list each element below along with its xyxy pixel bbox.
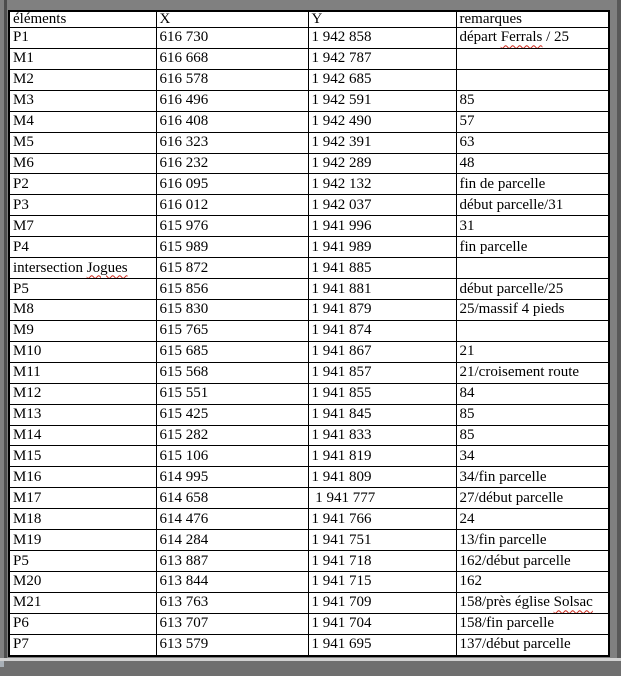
cell-y[interactable]: 1 941 989: [308, 237, 456, 258]
misspelled-word: Solsac: [553, 594, 593, 611]
cell-element[interactable]: M1: [9, 48, 156, 69]
column-header-elements[interactable]: éléments: [9, 11, 156, 28]
cell-x[interactable]: 615 685: [156, 341, 308, 362]
cell-element[interactable]: M17: [9, 488, 156, 509]
cell-element[interactable]: M3: [9, 90, 156, 111]
cell-y[interactable]: 1 941 855: [308, 383, 456, 404]
cell-x[interactable]: 615 989: [156, 237, 308, 258]
cell-y[interactable]: 1 941 704: [308, 613, 456, 634]
cell-x[interactable]: 616 012: [156, 195, 308, 216]
table-row: [9, 237, 609, 258]
cell-remark[interactable]: 162: [456, 571, 609, 592]
cell-x[interactable]: 615 425: [156, 404, 308, 425]
cell-element[interactable]: M16: [9, 467, 156, 488]
cell-x[interactable]: 614 284: [156, 530, 308, 551]
table-row: [9, 279, 609, 300]
cell-x[interactable]: 616 496: [156, 90, 308, 111]
cell-remark[interactable]: 34/fin parcelle: [456, 467, 609, 488]
cell-remark[interactable]: 21: [456, 341, 609, 362]
cell-x[interactable]: 613 887: [156, 551, 308, 572]
cell-remark[interactable]: 158/fin parcelle: [456, 613, 609, 634]
table-header-row: [9, 11, 609, 28]
cell-element[interactable]: M18: [9, 509, 156, 530]
cell-y[interactable]: 1 942 037: [308, 195, 456, 216]
cell-remark[interactable]: [456, 48, 609, 69]
cell-remark[interactable]: 48: [456, 153, 609, 174]
cell-x[interactable]: 613 707: [156, 613, 308, 634]
cell-x[interactable]: 613 579: [156, 634, 308, 656]
cell-x[interactable]: 614 476: [156, 509, 308, 530]
cell-x[interactable]: 616 578: [156, 69, 308, 90]
cell-remark[interactable]: 84: [456, 383, 609, 404]
table-row: [9, 69, 609, 90]
table-row: [9, 488, 609, 509]
cell-remark[interactable]: 34: [456, 446, 609, 467]
cell-x[interactable]: 615 765: [156, 320, 308, 341]
cell-x[interactable]: 615 282: [156, 425, 308, 446]
cell-remark[interactable]: début parcelle/25: [456, 279, 609, 300]
cell-x[interactable]: 616 730: [156, 28, 308, 49]
below-page-band: [0, 661, 621, 676]
table-row: [9, 404, 609, 425]
table-row: [9, 571, 609, 592]
cell-y[interactable]: 1 942 858: [308, 28, 456, 49]
cell-x[interactable]: 613 763: [156, 592, 308, 613]
corner-fragment: [0, 661, 4, 667]
cell-element[interactable]: P1: [9, 28, 156, 49]
cell-remark[interactable]: 21/croisement route: [456, 362, 609, 383]
table-row: [9, 425, 609, 446]
cell-x[interactable]: 615 856: [156, 279, 308, 300]
column-header-x[interactable]: X: [156, 11, 308, 28]
cell-y[interactable]: 1 942 289: [308, 153, 456, 174]
cell-element[interactable]: intersection Jogues: [9, 258, 156, 279]
cell-element[interactable]: M5: [9, 132, 156, 153]
cell-y[interactable]: 1 941 885: [308, 258, 456, 279]
cell-element[interactable]: P5: [9, 279, 156, 300]
column-header-y[interactable]: Y: [308, 11, 456, 28]
cell-remark[interactable]: 25/massif 4 pieds: [456, 299, 609, 320]
cell-y[interactable]: 1 941 819: [308, 446, 456, 467]
table-row: [9, 132, 609, 153]
cell-remark[interactable]: 31: [456, 216, 609, 237]
cell-remark[interactable]: 85: [456, 404, 609, 425]
table-row: [9, 634, 609, 656]
misspelled-word: Ferrals: [500, 29, 543, 46]
cell-x[interactable]: 616 095: [156, 174, 308, 195]
cell-element[interactable]: M7: [9, 216, 156, 237]
cell-y[interactable]: 1 941 809: [308, 467, 456, 488]
cell-y[interactable]: 1 941 857: [308, 362, 456, 383]
cell-x[interactable]: 615 568: [156, 362, 308, 383]
cell-remark[interactable]: 13/fin parcelle: [456, 530, 609, 551]
table-row: [9, 320, 609, 341]
table-body: [9, 28, 609, 657]
cell-x[interactable]: 616 668: [156, 48, 308, 69]
misspelled-word: Jogues: [86, 259, 128, 276]
cell-y[interactable]: 1 942 132: [308, 174, 456, 195]
table-row: [9, 467, 609, 488]
table-row: [9, 90, 609, 111]
table-row: [9, 11, 609, 28]
cell-remark[interactable]: 162/début parcelle: [456, 551, 609, 572]
table-row: [9, 195, 609, 216]
cell-remark[interactable]: [456, 69, 609, 90]
cell-y[interactable]: 1 941 874: [308, 320, 456, 341]
cell-y[interactable]: 1 941 833: [308, 425, 456, 446]
cell-y[interactable]: 1 941 867: [308, 341, 456, 362]
table-row: [9, 111, 609, 132]
table-row: [9, 258, 609, 279]
cell-y[interactable]: 1 942 391: [308, 132, 456, 153]
cell-x[interactable]: 616 323: [156, 132, 308, 153]
cell-element[interactable]: M19: [9, 530, 156, 551]
cell-y[interactable]: 1 941 879: [308, 299, 456, 320]
cell-remark[interactable]: fin parcelle: [456, 237, 609, 258]
cell-element[interactable]: M6: [9, 153, 156, 174]
table-row: [9, 299, 609, 320]
table-row: [9, 28, 609, 49]
cell-element[interactable]: M9: [9, 320, 156, 341]
cell-element[interactable]: P6: [9, 613, 156, 634]
cell-element[interactable]: M10: [9, 341, 156, 362]
page-left-edge-line: [4, 0, 7, 659]
table-row: [9, 362, 609, 383]
table-row: [9, 592, 609, 613]
cell-remark[interactable]: 137/début parcelle: [456, 634, 609, 656]
cell-element[interactable]: M2: [9, 69, 156, 90]
table-row: [9, 530, 609, 551]
cell-element[interactable]: P5: [9, 551, 156, 572]
cell-element[interactable]: M14: [9, 425, 156, 446]
table-row: [9, 613, 609, 634]
table-row: [9, 551, 609, 572]
cell-y[interactable]: 1 941 709: [308, 592, 456, 613]
window-right-edge-line: [617, 0, 621, 661]
table-row: [9, 383, 609, 404]
table-row: [9, 509, 609, 530]
cell-element[interactable]: P4: [9, 237, 156, 258]
cell-element[interactable]: P7: [9, 634, 156, 656]
cell-y[interactable]: 1 941 715: [308, 571, 456, 592]
cell-y[interactable]: 1 941 881: [308, 279, 456, 300]
cell-y[interactable]: 1 941 996: [308, 216, 456, 237]
cell-element[interactable]: M11: [9, 362, 156, 383]
table-row: [9, 48, 609, 69]
cell-remark[interactable]: 27/début parcelle: [456, 488, 609, 509]
cell-element[interactable]: M4: [9, 111, 156, 132]
cell-element[interactable]: M13: [9, 404, 156, 425]
cell-x[interactable]: 615 551: [156, 383, 308, 404]
cell-y[interactable]: 1 941 695: [308, 634, 456, 656]
cell-y[interactable]: 1 941 718: [308, 551, 456, 572]
cell-y[interactable]: 1 941 751: [308, 530, 456, 551]
cell-x[interactable]: 615 872: [156, 258, 308, 279]
cell-element[interactable]: M8: [9, 299, 156, 320]
cell-remark[interactable]: 85: [456, 90, 609, 111]
cell-y[interactable]: 1 942 490: [308, 111, 456, 132]
cell-x[interactable]: 614 995: [156, 467, 308, 488]
table-row: [9, 174, 609, 195]
table-row: [9, 341, 609, 362]
cell-remark[interactable]: 63: [456, 132, 609, 153]
cell-y[interactable]: 1 941 766: [308, 509, 456, 530]
table-row: [9, 446, 609, 467]
cell-element[interactable]: P3: [9, 195, 156, 216]
cell-element[interactable]: M12: [9, 383, 156, 404]
cell-remark[interactable]: départ Ferrals / 25: [456, 28, 609, 49]
cell-remark[interactable]: début parcelle/31: [456, 195, 609, 216]
cell-x[interactable]: 614 658: [156, 488, 308, 509]
cell-x[interactable]: 616 408: [156, 111, 308, 132]
cell-remark[interactable]: fin de parcelle: [456, 174, 609, 195]
cell-y[interactable]: 1 941 777: [308, 488, 456, 509]
cell-y[interactable]: 1 942 685: [308, 69, 456, 90]
cell-remark[interactable]: [456, 320, 609, 341]
coordinates-table: [8, 10, 610, 657]
cell-element[interactable]: M20: [9, 571, 156, 592]
table-row: [9, 153, 609, 174]
cell-x[interactable]: 615 830: [156, 299, 308, 320]
cell-remark[interactable]: 24: [456, 509, 609, 530]
cell-element[interactable]: P2: [9, 174, 156, 195]
cell-x[interactable]: 616 232: [156, 153, 308, 174]
cell-remark[interactable]: [456, 258, 609, 279]
cell-element[interactable]: M21: [9, 592, 156, 613]
table-row: [9, 216, 609, 237]
cell-y[interactable]: 1 941 845: [308, 404, 456, 425]
cell-x[interactable]: 615 106: [156, 446, 308, 467]
cell-x[interactable]: 613 844: [156, 571, 308, 592]
column-header-remarques[interactable]: remarques: [456, 11, 609, 28]
cell-remark[interactable]: 57: [456, 111, 609, 132]
cell-x[interactable]: 615 976: [156, 216, 308, 237]
cell-y[interactable]: 1 942 787: [308, 48, 456, 69]
cell-y[interactable]: 1 942 591: [308, 90, 456, 111]
cell-remark[interactable]: 85: [456, 425, 609, 446]
cell-element[interactable]: M15: [9, 446, 156, 467]
cell-remark[interactable]: 158/près église Solsac: [456, 592, 609, 613]
